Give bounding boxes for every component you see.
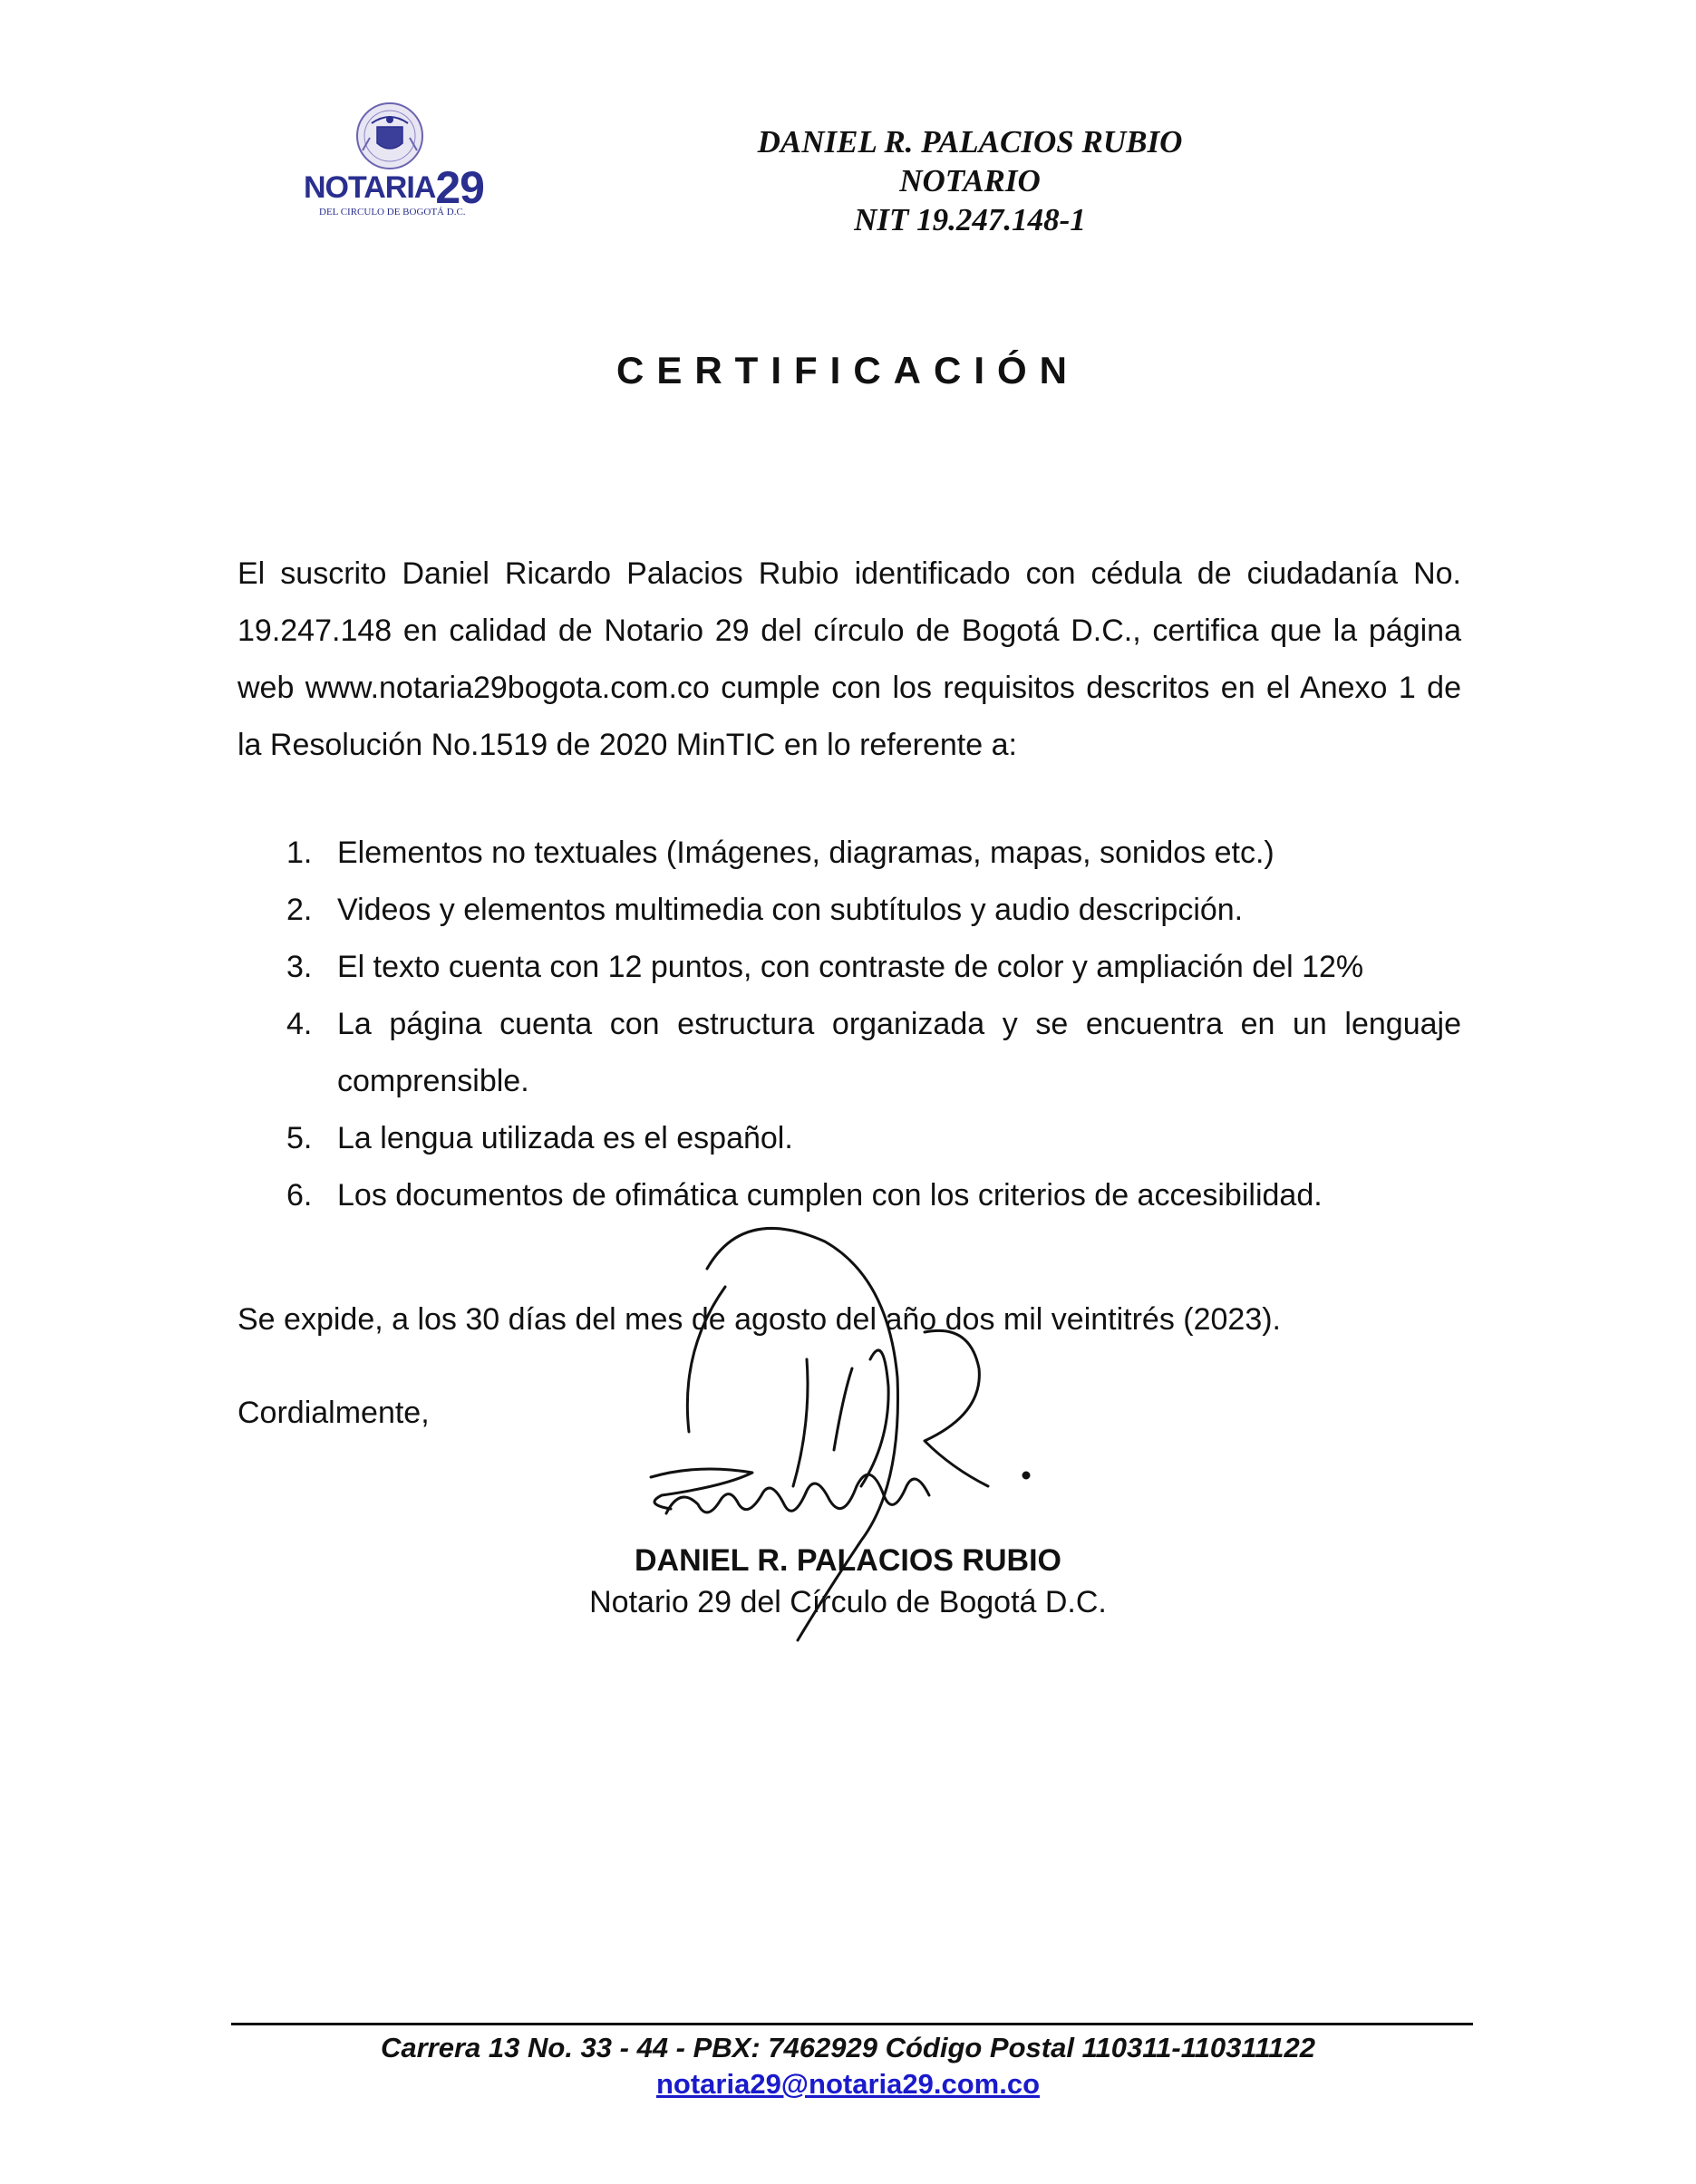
signatory-name: DANIEL R. PALACIOS RUBIO xyxy=(635,1543,1061,1578)
requirements-list xyxy=(237,825,1461,1224)
list-number: 3. xyxy=(286,950,313,984)
notaria-logo xyxy=(299,100,484,227)
footer-email-link[interactable]: notaria29@notaria29.com.co xyxy=(655,2068,1041,2100)
list-item xyxy=(237,939,1461,996)
list-item xyxy=(237,1110,1461,1167)
list-number: 5. xyxy=(286,1121,313,1155)
list-text: El texto cuenta con 12 puntos, con contraste de color y ampliación del 12% xyxy=(337,950,1364,984)
list-text: Elementos no textuales (Imágenes, diagramas, mapas, sonidos etc.) xyxy=(337,836,1274,870)
logo-number: 29 xyxy=(435,162,484,213)
list-text: Videos y elementos multimedia con subtítulos y audio descripción. xyxy=(337,893,1244,927)
list-item xyxy=(237,882,1461,939)
header-name: DANIEL R. PALACIOS RUBIO xyxy=(757,124,1183,159)
header-nit: NIT 19.247.148-1 xyxy=(854,202,1086,237)
list-number: 1. xyxy=(286,836,313,870)
list-text: Los documentos de ofimática cumplen con los criterios de accesibilidad. xyxy=(337,1178,1323,1213)
footer-address: Carrera 13 No. 33 - 44 - PBX: 7462929 Código Postal 110311-110311122 xyxy=(380,2032,1316,2063)
issue-date-text: Se expide, a los 30 días del mes de agosto del año dos mil veintitrés (2023). xyxy=(237,1302,1282,1337)
signatory-title: Notario 29 del Círculo de Bogotá D.C. xyxy=(589,1585,1107,1619)
certification-body: El suscrito Daniel Ricardo Palacios Rubio identificado con cédula de ciudadanía No. 19.247.148 en calidad de Notario 29 del círculo de Bogotá D.C., certifica que la página web www.notaria29bogota.com.co cumple con los requisitos descritos en el Anexo 1 de la Resolución No.1519 de 2020 MinTIC en lo referente a: xyxy=(237,556,1461,762)
notary-header xyxy=(689,122,1251,239)
logo-subtitle: DEL CIRCULO DE BOGOTÁ D.C. xyxy=(319,207,466,217)
list-number: 2. xyxy=(286,893,313,927)
list-text: La página cuenta con estructura organizada y se encuentra en un lenguaje comprensible. xyxy=(337,1007,1461,1098)
list-number: 4. xyxy=(286,1007,313,1041)
closing-text: Cordialmente, xyxy=(237,1396,430,1430)
list-item xyxy=(237,996,1461,1110)
list-item xyxy=(237,825,1461,882)
page-title: CERTIFICACIÓN xyxy=(616,349,1080,391)
logo-name: NOTARIA xyxy=(304,170,436,205)
list-number: 6. xyxy=(286,1178,313,1213)
header-role: NOTARIO xyxy=(899,163,1041,198)
list-text: La lengua utilizada es el español. xyxy=(337,1121,793,1155)
footer-divider xyxy=(231,2023,1473,2025)
handwritten-signature xyxy=(625,1214,1061,1667)
